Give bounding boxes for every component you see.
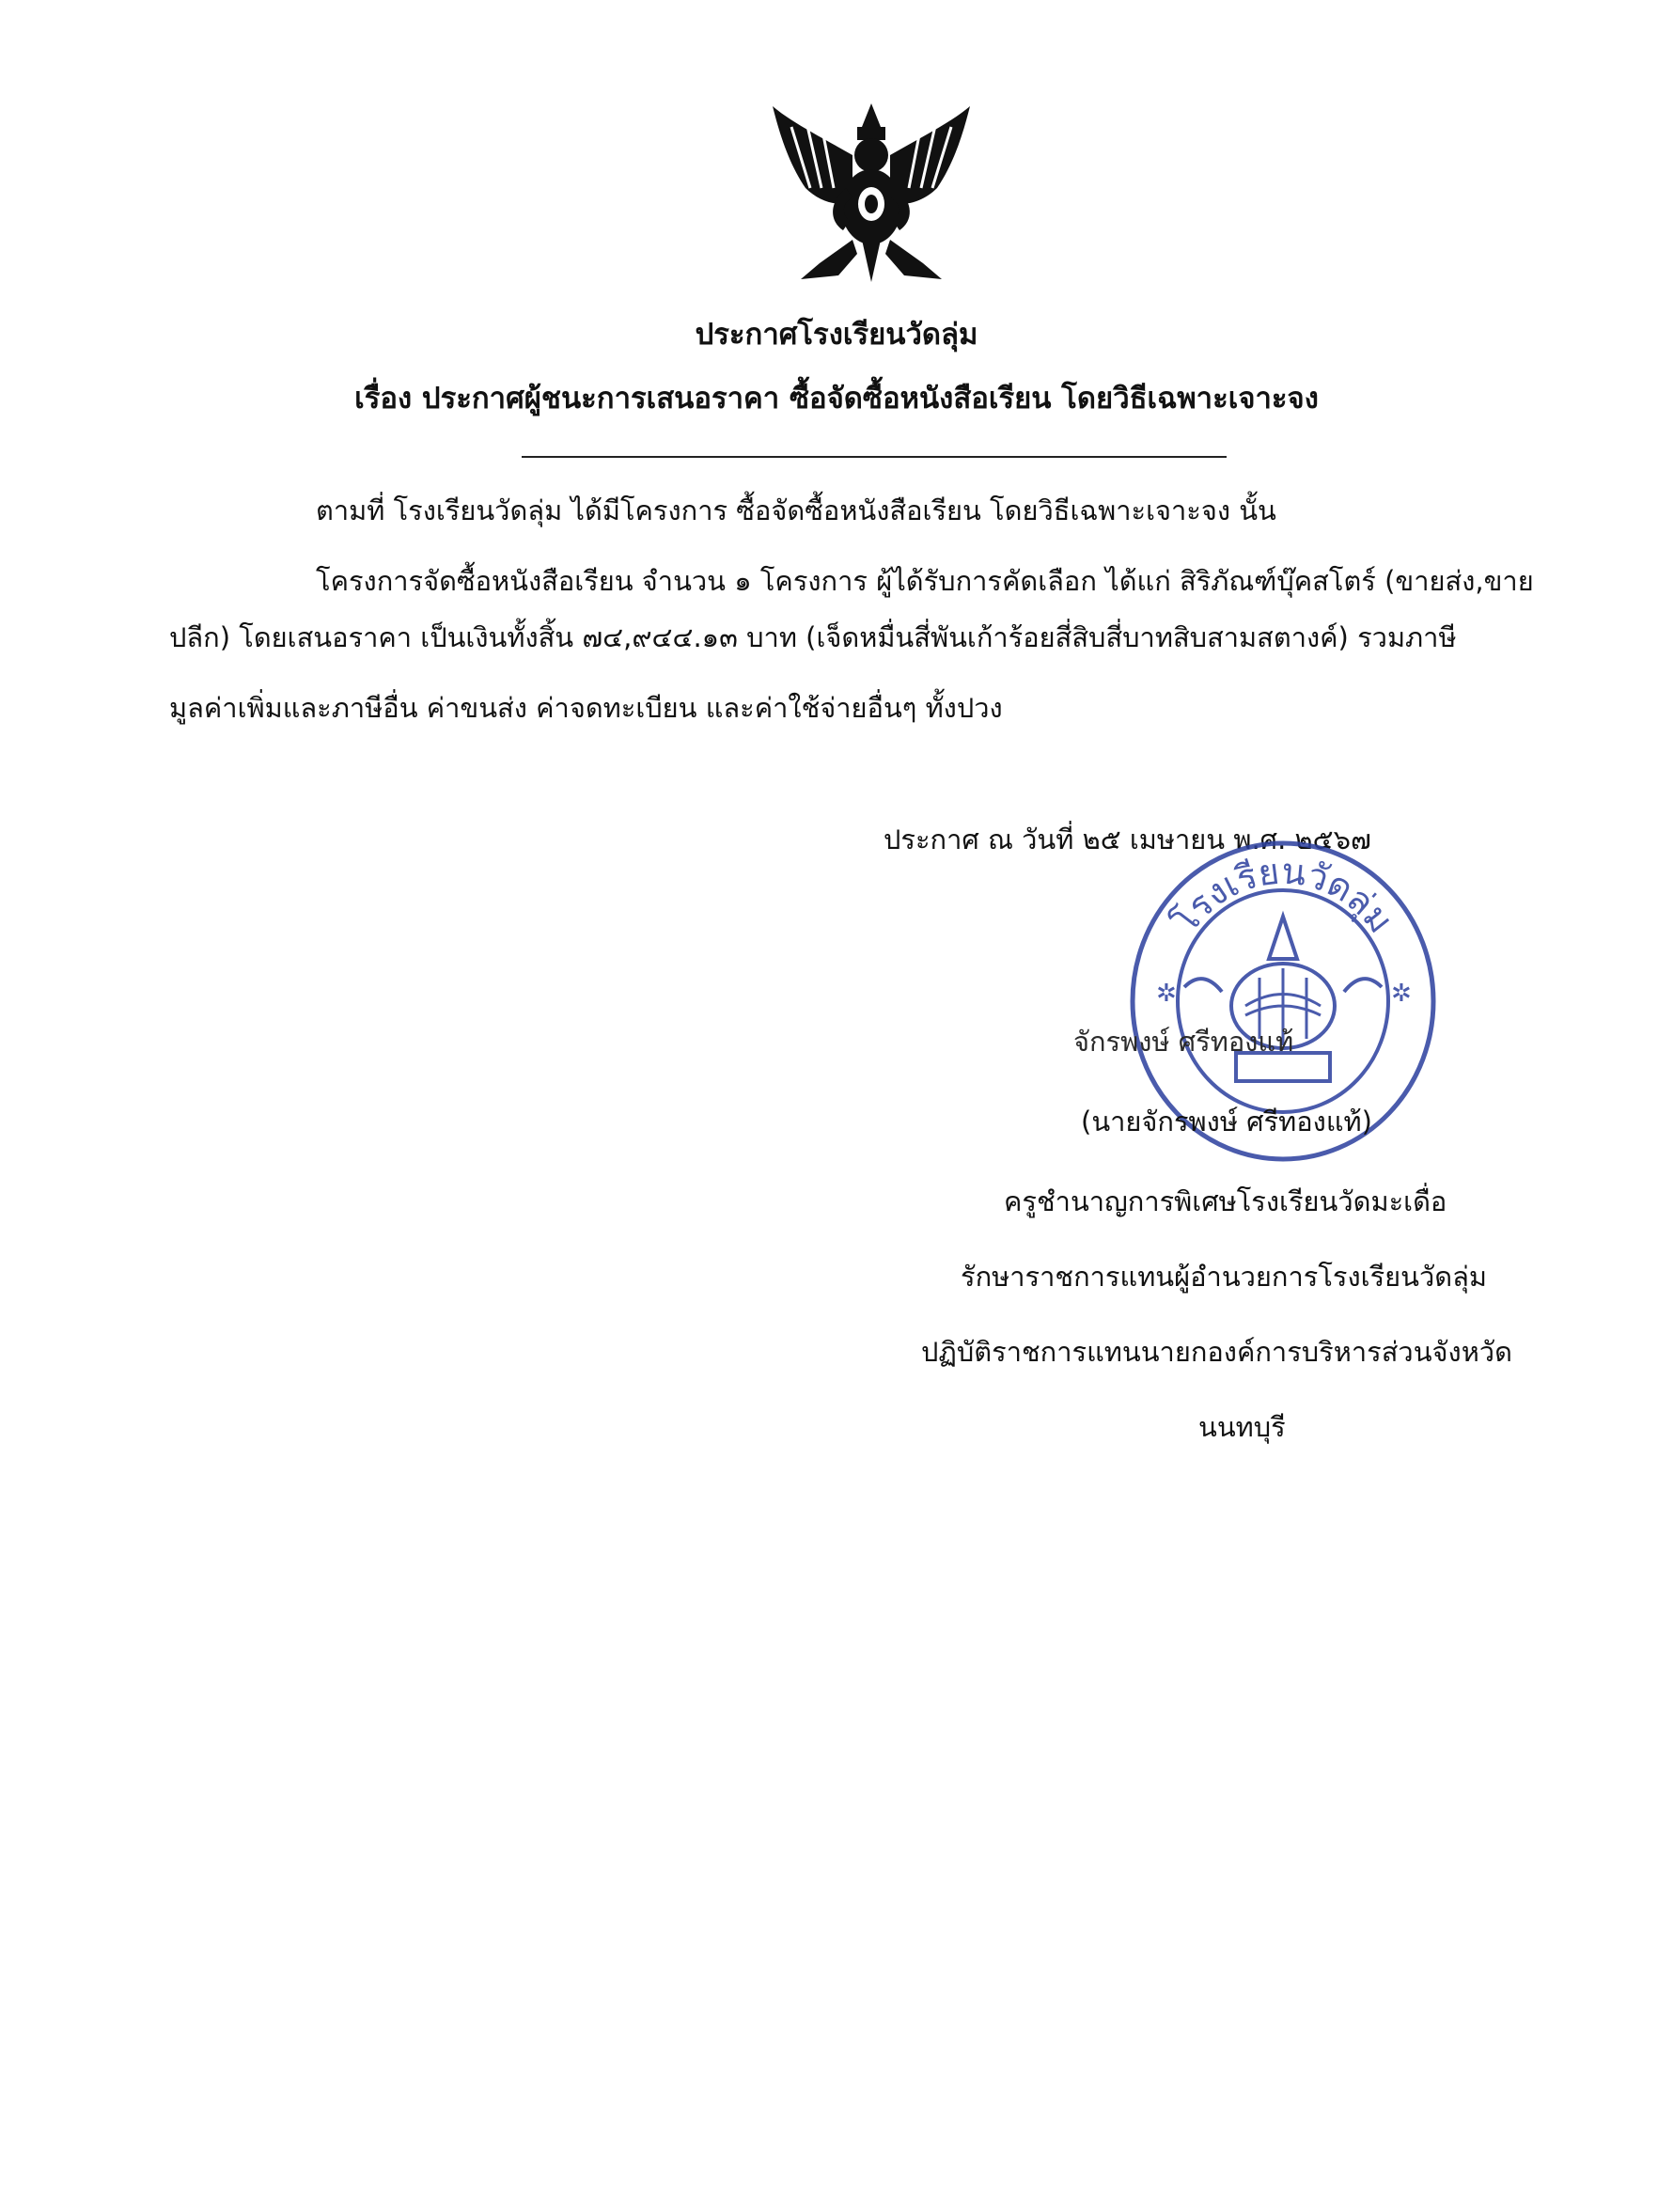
signer-position-1: ครูชำนาญการพิเศษโรงเรียนวัดมะเดื่อ [1004, 1185, 1447, 1217]
svg-text:✲: ✲ [1156, 980, 1177, 1008]
garuda-emblem-icon [763, 99, 979, 287]
signer-position-2: รักษาราชการแทนผู้อำนวยการโรงเรียนวัดลุ่ม [961, 1261, 1487, 1293]
body-line-4: มูลค่าเพิ่มและภาษีอื่น ค่าขนส่ง ค่าจดทะเบียน และค่าใช้จ่ายอื่นๆ ทั้งปวง [169, 692, 1003, 724]
stamp-text: โรงเรียนวัดลุ่ม [1164, 850, 1402, 941]
svg-text:✲: ✲ [1391, 980, 1412, 1008]
body-line-2: โครงการจัดซื้อหนังสือเรียน จำนวน ๑ โครงการ ผู้ได้รับการคัดเลือก ได้แก่ สิริภัณฑ์บุ๊คสโตร์ (ขายส่ง,ขาย [316, 565, 1534, 597]
body-line-1: ตามที่ โรงเรียนวัดลุ่ม ได้มีโครงการ ซื้อจัดซื้อหนังสือเรียน โดยวิธีเฉพาะเจาะจง นั้น [316, 494, 1276, 526]
signature-handwritten: จักรพงษ์ ศรีทองแท้ [1073, 1026, 1294, 1058]
signer-position-4: นนทบุรี [1198, 1411, 1286, 1443]
title-underline [522, 456, 1227, 458]
document-title: ประกาศโรงเรียนวัดลุ่ม [695, 318, 978, 352]
document-subject: เรื่อง ประกาศผู้ชนะการเสนอราคา ซื้อจัดซื้อหนังสือเรียน โดยวิธีเฉพาะเจาะจง [354, 382, 1319, 416]
signer-position-3: ปฏิบัติราชการแทนนายกองค์การบริหารส่วนจังหวัด [921, 1336, 1512, 1368]
announcement-date: ประกาศ ณ วันที่ ๒๕ เมษายน พ.ศ. ๒๕๖๗ [884, 824, 1371, 855]
svg-text:โรงเรียนวัดลุ่ม [1165, 850, 1402, 940]
signer-printed-name: (นายจักรพงษ์ ศรีทองแท้) [1081, 1106, 1372, 1137]
body-line-3: ปลีก) โดยเสนอราคา เป็นเงินทั้งสิ้น ๗๔,๙๔๔.๑๓ บาท (เจ็ดหมื่นสี่พันเก้าร้อยสี่สิบสี่บาทสิบสามสตางค์) รวมภาษี [169, 621, 1457, 653]
